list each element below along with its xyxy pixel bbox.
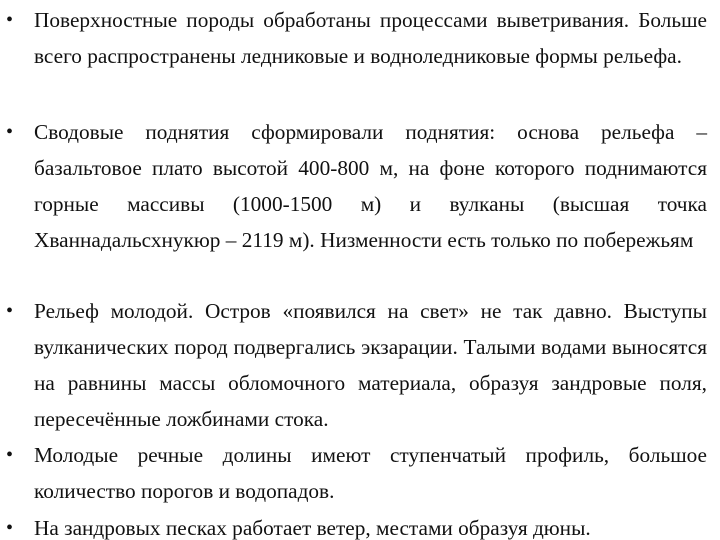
list-item-text: Рельеф молодой. Остров «появился на свет» не так давно. Выступы вулканических пород подвергались экзарации. Талыми водами выносятся на равнины массы обломочного материала, образуя зандровые поля, пересечённые ложбинами стока. (34, 299, 707, 431)
bullet-icon: • (6, 517, 14, 539)
bullet-icon: • (6, 444, 14, 466)
bullet-icon: • (6, 9, 14, 31)
bullet-icon: • (6, 121, 14, 143)
list-item-text: На зандровых песках работает ветер, местами образуя дюны. (34, 516, 591, 540)
list-item-text: Молодые речные долины имеют ступенчатый профиль, большое количество порогов и водопадов. (34, 443, 707, 503)
bullet-icon: • (6, 300, 14, 322)
list-item-text: Сводовые поднятия сформировали поднятия: основа рельефа – базальтовое плато высотой 400-800 м, на фоне которого поднимаются горные массивы (1000-1500 м) и вулканы (высшая точка Хваннадальсхнукюр – 2119 м). Низменности есть только по побережьям (34, 120, 707, 252)
list-item-text: Поверхностные породы обработаны процессами выветривания. Больше всего распространены ледниковые и водноледниковые формы рельефа. (34, 8, 707, 68)
